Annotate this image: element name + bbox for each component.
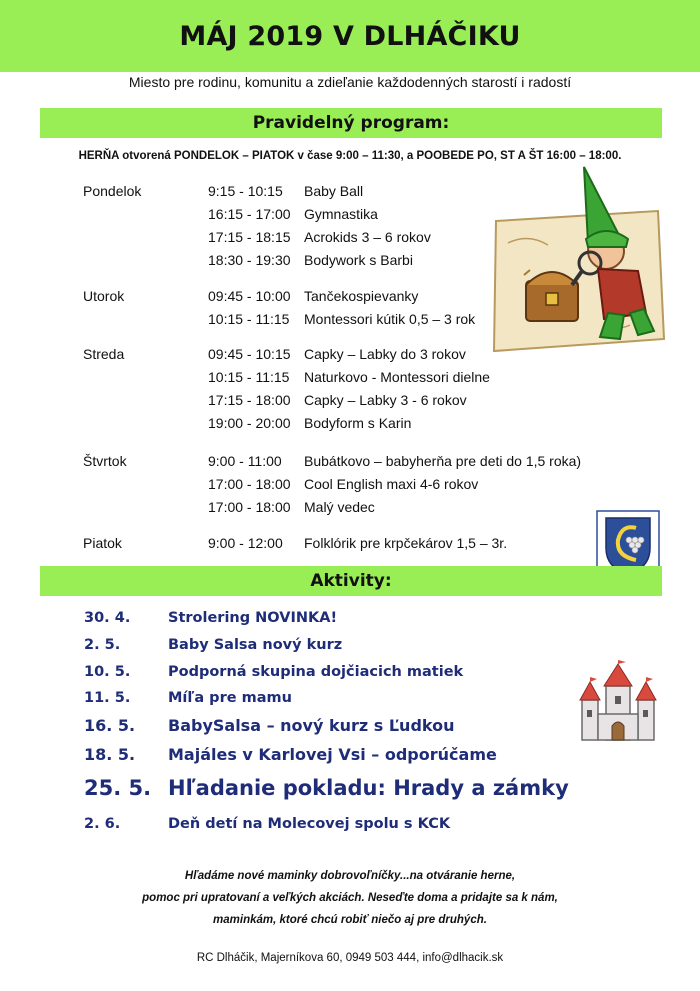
schedule-row [208,288,418,304]
slot-name: Bubátkovo – babyherňa pre deti do 1,5 roka) [304,453,582,469]
slot-name: Gymnastika [304,206,378,222]
schedule-row [208,183,363,199]
slot-name: Bodyform s Karin [304,415,412,431]
slot-time: 19:00 - 20:00 [208,415,291,431]
day-label: Streda [83,346,125,362]
activity-date: 2. 6. [84,816,121,832]
volunteer-note-line-1: Hľadáme nové maminky dobrovoľníčky...na otváranie herne, [184,870,516,882]
slot-name: Folklórik pre krpčekárov 1,5 – 3r. [304,535,508,551]
slot-name: Tančekospievanky [304,288,419,304]
title-bar [0,0,700,72]
footer-contact: RC Dlháčik, Majerníkova 60, 0949 503 444, info@dlhacik.sk [196,952,504,964]
page-title: MÁJ 2019 V DLHÁČIKU [179,20,521,52]
schedule-row [208,206,378,222]
activity-name: Míľa pre mamu [168,690,292,706]
activity-name: Strolering NOVINKA! [168,610,338,626]
slot-time: 09:45 - 10:00 [208,288,291,304]
schedule-row [208,252,413,268]
elf-treasure-map-illustration [488,163,668,355]
herna-hours: HERŇA otvorená PONDELOK – PIATOK v čase 9:00 – 11:30, a POOBEDE PO, ST A ŠT 16:00 – 18:00. [78,150,622,162]
activity-name: Hľadanie pokladu: Hrady a zámky [168,776,569,800]
activity-name: Baby Salsa nový kurz [168,637,343,653]
schedule-row [208,476,478,492]
slot-name: Capky – Labky 3 - 6 rokov [304,392,467,408]
volunteer-note-line-2: pomoc pri upratovaní a veľkých akciách. Neseďte doma a pridajte sa k nám, [142,892,558,904]
activity-date: 18. 5. [84,745,136,764]
activity-date: 30. 4. [84,610,131,626]
program-heading-bar [40,108,662,138]
slot-time: 17:15 - 18:15 [208,229,291,245]
slot-name: Bodywork s Barbi [304,252,413,268]
schedule-row [208,369,490,385]
schedule-row [208,415,411,431]
slot-name: Acrokids 3 – 6 rokov [304,229,431,245]
castle-illustration [576,660,660,744]
slot-name: Cool English maxi 4-6 rokov [304,476,479,492]
activity-name: Podporná skupina dojčiacich matiek [168,664,464,680]
activity-name: Deň detí na Molecovej spolu s KCK [168,816,451,832]
activity-date: 11. 5. [84,690,131,706]
slot-time: 9:00 - 12:00 [208,535,283,551]
slot-name: Naturkovo - Montessori dielne [304,369,490,385]
slot-time: 17:00 - 18:00 [208,499,291,515]
slot-time: 09:45 - 10:15 [208,346,291,362]
activities-heading-bar [40,566,662,596]
schedule-row [208,346,466,362]
slot-time: 9:00 - 11:00 [208,453,282,469]
schedule-row [208,535,507,551]
slot-name: Capky – Labky do 3 rokov [304,346,466,362]
slot-name: Montessori kútik 0,5 – 3 rok [304,311,476,327]
activity-name: BabySalsa – nový kurz s Ľudkou [168,716,455,735]
slot-time: 9:15 - 10:15 [208,183,283,199]
slot-time: 16:15 - 17:00 [208,206,291,222]
activity-date: 16. 5. [84,716,136,735]
slot-name: Baby Ball [304,183,364,199]
schedule-row [208,392,467,408]
activities-heading: Aktivity: [310,571,392,591]
schedule-row [208,311,475,327]
schedule-row [208,453,581,469]
subtitle: Miesto pre rodinu, komunitu a zdieľanie každodenných starostí i radostí [128,74,572,90]
day-label: Utorok [83,288,125,304]
slot-time: 18:30 - 19:30 [208,252,291,268]
activity-date: 10. 5. [84,664,131,680]
slot-time: 17:15 - 18:00 [208,392,291,408]
program-heading: Pravidelný program: [252,113,450,133]
slot-time: 17:00 - 18:00 [208,476,291,492]
slot-time: 10:15 - 11:15 [208,369,290,385]
schedule-row [208,229,431,245]
day-label: Štvrtok [83,453,127,469]
day-label: Pondelok [83,183,142,199]
slot-time: 10:15 - 11:15 [208,311,290,327]
slot-name: Malý vedec [304,499,375,515]
activity-date: 25. 5. [84,776,152,800]
activity-date: 2. 5. [84,637,121,653]
day-label: Piatok [83,535,122,551]
volunteer-note-line-3: maminkám, ktoré chcú robiť niečo aj pre druhých. [213,914,487,926]
activity-name: Majáles v Karlovej Vsi – odporúčame [168,745,497,764]
schedule-row [208,499,375,515]
